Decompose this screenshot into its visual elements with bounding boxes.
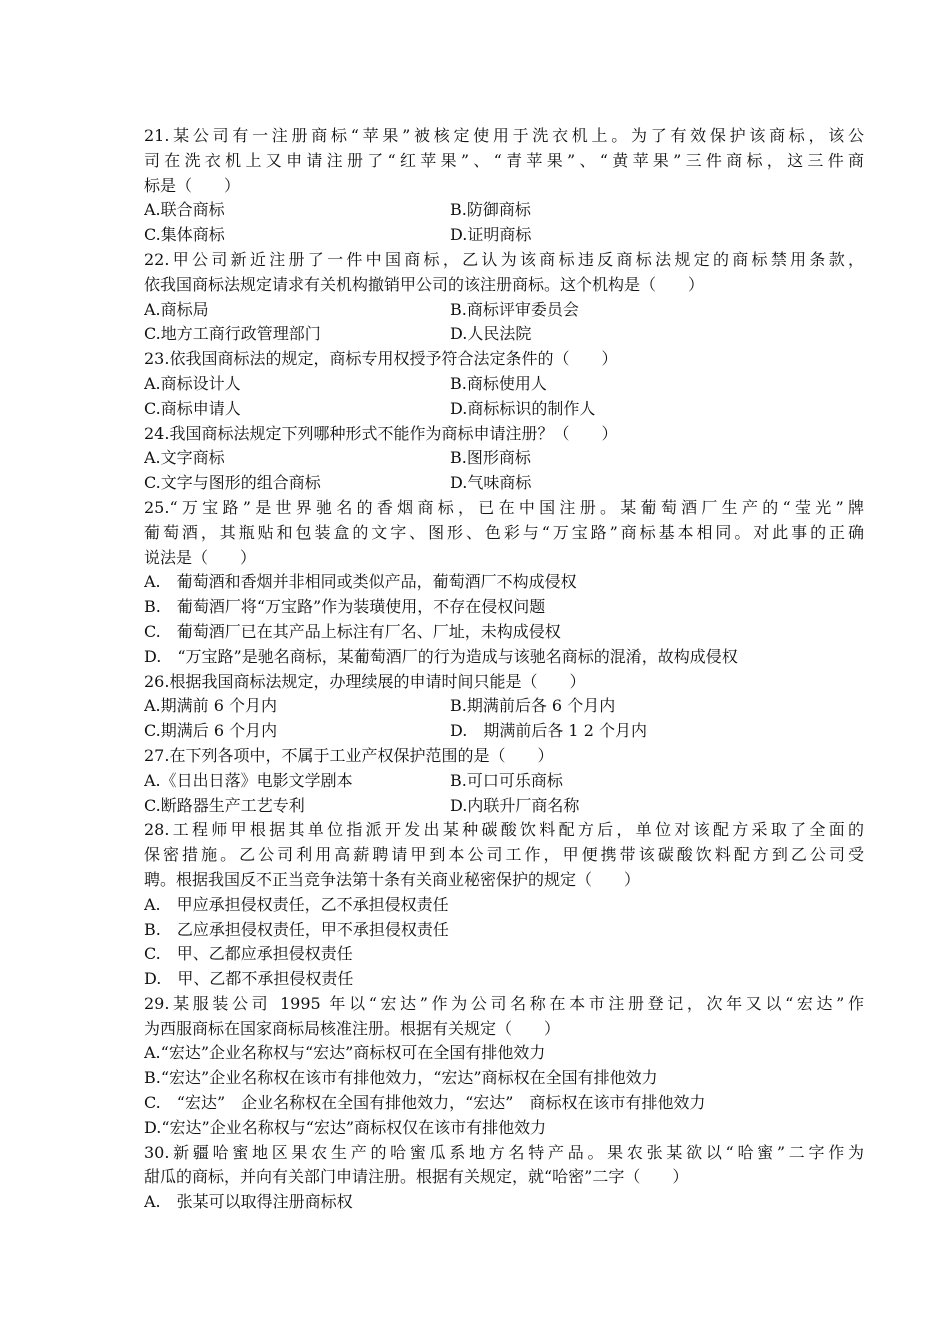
option-row: [144, 794, 864, 819]
question-stem-line: 标是（ ）: [144, 175, 241, 195]
question-stem-line: 依我国商标法规定请求有关机构撤销甲公司的该注册商标。这个机构是（ ）: [144, 274, 705, 294]
answer-option: C. 葡萄酒厂已在其产品上标注有厂名、厂址，未构成侵权: [144, 621, 561, 641]
answer-option: D.商标标识的制作人: [450, 398, 596, 418]
question-23: [144, 347, 864, 421]
answer-option: D. 期满前后各 1 2 个月内: [450, 721, 647, 741]
answer-option: D.人民法院: [450, 324, 532, 344]
answer-option: C.地方工商行政管理部门: [144, 324, 321, 344]
answer-option: A. 张某可以取得注册商标权: [144, 1192, 353, 1212]
option-row: [144, 372, 864, 397]
answer-option: C.集体商标: [144, 225, 225, 245]
question-24: [144, 422, 864, 496]
option-row: [144, 769, 864, 794]
answer-option: B.防御商标: [450, 200, 531, 220]
option-row: [144, 471, 864, 496]
option-row: [144, 298, 864, 323]
option-row: [144, 446, 864, 471]
question-22: [144, 248, 864, 347]
question-stem-line: 为西服商标在国家商标局核准注册。根据有关规定（ ）: [144, 1018, 561, 1038]
option-row: [144, 397, 864, 422]
question-stem-line: 23.依我国商标法的规定，商标专用权授予符合法定条件的（ ）: [144, 349, 618, 369]
question-21: [144, 124, 864, 248]
question-29: [144, 992, 864, 1141]
answer-option: A.联合商标: [144, 200, 225, 220]
question-list: [144, 124, 864, 1215]
option-row: [144, 719, 864, 744]
answer-option: D.证明商标: [450, 225, 532, 245]
answer-option: A.《日出日落》电影文学剧本: [144, 770, 353, 790]
answer-option: C. 甲、乙都应承担侵权责任: [144, 944, 353, 964]
question-stem-line: 24.我国商标法规定下列哪种形式不能作为商标申请注册？（ ）: [144, 423, 618, 443]
question-28: [144, 818, 864, 992]
question-stem-line: 22.甲公司新近注册了一件中国商标，乙认为该商标违反商标法规定的商标禁用条款，: [144, 249, 864, 269]
answer-option: B. 葡萄酒厂将“万宝路”作为装璜使用，不存在侵权问题: [144, 597, 546, 617]
option-row: [144, 223, 864, 248]
question-stem-line: 29.某服装公司 1995 年以“宏达”作为公司名称在本市注册登记，次年又以“宏达”作: [144, 993, 864, 1013]
question-stem-line: 说法是（ ）: [144, 547, 257, 567]
answer-option: B.商标评审委员会: [450, 299, 579, 319]
question-stem-line: 25.“万宝路”是世界驰名的香烟商标，已在中国注册。某葡萄酒厂生产的“莹光”牌: [144, 497, 864, 517]
answer-option: B. 乙应承担侵权责任，甲不承担侵权责任: [144, 919, 449, 939]
answer-option: D.内联升厂商名称: [450, 795, 580, 815]
question-stem-line: 保密措施。乙公司利用高薪聘请甲到本公司工作，甲便携带该碳酸饮料配方到乙公司受: [144, 845, 864, 865]
question-30: [144, 1141, 864, 1215]
answer-option: A.商标设计人: [144, 373, 241, 393]
answer-option: B.图形商标: [450, 448, 531, 468]
answer-option: C.文字与图形的组合商标: [144, 473, 321, 493]
question-stem-line: 司在洗衣机上又申请注册了“红苹果”、“青苹果”、“黄苹果”三件商标，这三件商: [144, 150, 864, 170]
answer-option: C. “宏达” 企业名称权在全国有排他效力，“宏达” 商标权在该市有排他效力: [144, 1093, 706, 1113]
question-stem-line: 葡萄酒，其瓶贴和包装盒的文字、图形、色彩与“万宝路”商标基本相同。对此事的正确: [144, 522, 864, 542]
answer-option: B.“宏达”企业名称权在该市有排他效力，“宏达”商标权在全国有排他效力: [144, 1068, 658, 1088]
option-row: [144, 322, 864, 347]
answer-option: B.可口可乐商标: [450, 770, 563, 790]
answer-option: D. 甲、乙都不承担侵权责任: [144, 969, 354, 989]
question-stem-line: 30.新疆哈蜜地区果农生产的哈蜜瓜系地方名特产品。果农张某欲以“哈蜜”二字作为: [144, 1142, 864, 1162]
question-stem-line: 28.工程师甲根据其单位指派开发出某种碳酸饮料配方后，单位对该配方采取了全面的: [144, 820, 864, 840]
answer-option: A.“宏达”企业名称权与“宏达”商标权可在全国有排他效力: [144, 1043, 546, 1063]
answer-option: A. 葡萄酒和香烟并非相同或类似产品，葡萄酒厂不构成侵权: [144, 572, 577, 592]
answer-option: A.期满前 6 个月内: [144, 696, 277, 716]
question-27: [144, 744, 864, 818]
question-26: [144, 670, 864, 744]
question-stem-line: 聘。根据我国反不正当竞争法第十条有关商业秘密保护的规定（ ）: [144, 869, 641, 889]
answer-option: D.“宏达”企业名称权与“宏达”商标权仅在该市有排他效力: [144, 1117, 547, 1137]
question-25: [144, 496, 864, 670]
question-stem-line: 27.在下列各项中，不属于工业产权保护范围的是（ ）: [144, 745, 554, 765]
answer-option: C.期满后 6 个月内: [144, 721, 278, 741]
answer-option: A. 甲应承担侵权责任，乙不承担侵权责任: [144, 894, 449, 914]
question-stem-line: 21.某公司有一注册商标“苹果”被核定使用于洗衣机上。为了有效保护该商标，该公: [144, 126, 864, 145]
question-stem-line: 26.根据我国商标法规定，办理续展的申请时间只能是（ ）: [144, 671, 586, 691]
answer-option: B.期满前后各 6 个月内: [450, 696, 616, 716]
answer-option: D. “万宝路”是驰名商标，某葡萄酒厂的行为造成与该驰名商标的混淆，故构成侵权: [144, 646, 738, 666]
option-row: [144, 694, 864, 719]
answer-option: A.文字商标: [144, 448, 225, 468]
answer-option: A.商标局: [144, 299, 209, 319]
answer-option: C.断路器生产工艺专利: [144, 795, 305, 815]
answer-option: C.商标申请人: [144, 398, 241, 418]
question-stem-line: 甜瓜的商标，并向有关部门申请注册。根据有关规定，就“哈密”二字（ ）: [144, 1167, 689, 1187]
option-row: [144, 198, 864, 223]
answer-option: B.商标使用人: [450, 373, 547, 393]
answer-option: D.气味商标: [450, 473, 532, 493]
